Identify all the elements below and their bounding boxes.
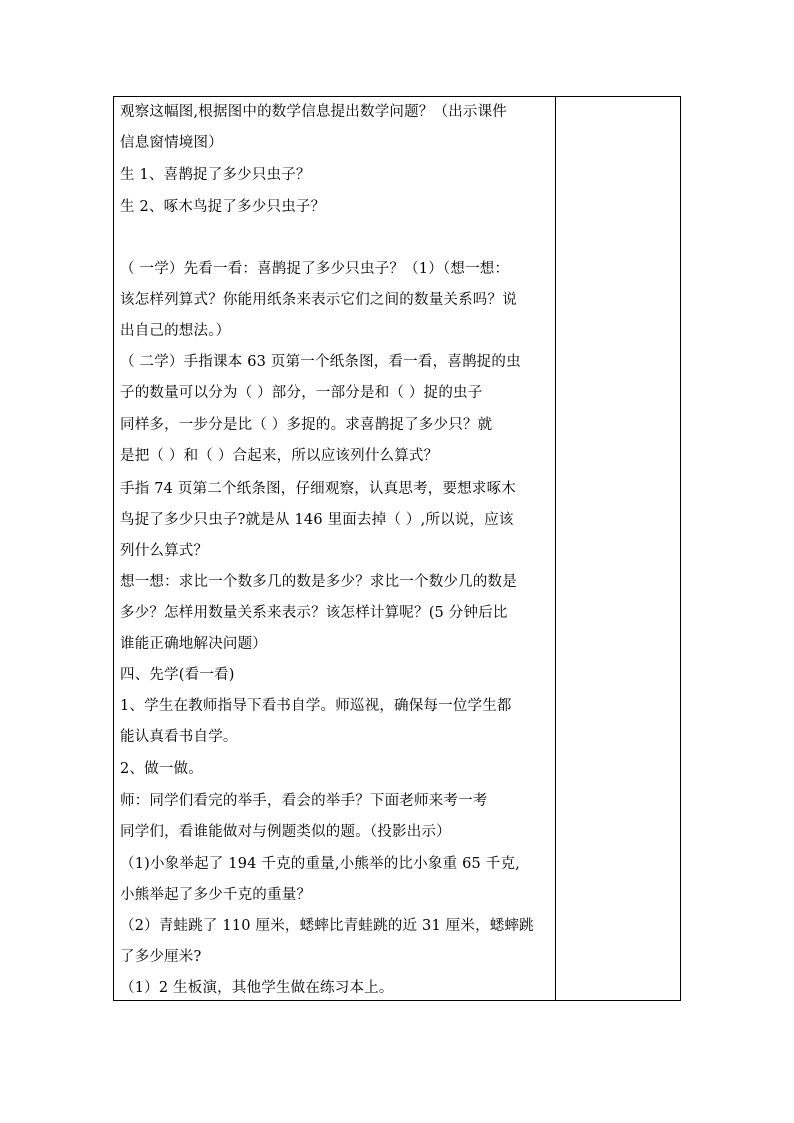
text-line: 鸟捉了多少只虫子?就是从 146 里面去掉（ ）,所以说，应该 xyxy=(120,512,514,528)
text-line: 想一想：求比一个数多几的数是多少？求比一个数少几的数是 xyxy=(120,574,517,590)
lesson-plan-table xyxy=(113,96,681,1001)
text-line: 出自己的想法。） xyxy=(120,323,231,339)
text-line: 观察这幅图,根据图中的数学信息提出数学问题？（出示课件 xyxy=(120,104,508,120)
text-line: （1）2 生板演，其他学生做在练习本上。 xyxy=(120,980,394,996)
text-line: 师：同学们看完的举手，看会的举手？下面老师来考一考 xyxy=(120,793,488,809)
text-line: （ 二学）手指课本 63 页第一个纸条图，看一看，喜鹊捉的虫 xyxy=(120,354,521,370)
text-line: 生 1、喜鹊捉了多少只虫子？ xyxy=(120,167,311,183)
text-line: （ 一学）先看一看：喜鹊捉了多少只虫子？（1）（想一想： xyxy=(120,261,510,277)
text-line: （2）青蛙跳了 110 厘米，蟋蟀比青蛙跳的近 31 厘米，蟋蟀跳 xyxy=(120,918,534,934)
text-line: 生 2、啄木鸟捉了多少只虫子？ xyxy=(120,199,326,215)
notes-cell xyxy=(556,97,682,1000)
text-line: 同样多，一步分是比（ ）多捉的。求喜鹊捉了多少只？就 xyxy=(120,417,493,433)
lesson-content-cell xyxy=(114,97,556,1000)
text-line: 1、学生在教师指导下看书自学。师巡视，确保每一位学生都 xyxy=(120,698,512,714)
section-heading: 四、先学(看一看) xyxy=(120,667,235,683)
text-line: 了多少厘米? xyxy=(120,949,202,965)
text-line: 能认真看书自学。 xyxy=(120,729,238,745)
text-line: 手指 74 页第二个纸条图，仔细观察，认真思考，要想求啄木 xyxy=(120,481,516,497)
text-line: 信息窗情境图） xyxy=(120,135,223,151)
text-line: 是把（ ）和（ ）合起来，所以应该列什么算式？ xyxy=(120,448,439,464)
text-line: （1)小象举起了 194 千克的重量,小熊举的比小象重 65 千克, xyxy=(120,856,520,872)
text-line: 同学们，看谁能做对与例题类似的题。（投影出示） xyxy=(120,824,451,840)
text-line: 谁能正确地解决问题） xyxy=(120,636,267,652)
text-line: 子的数量可以分为（ ）部分，一部分是和（ ）捉的虫子 xyxy=(120,385,483,401)
text-line: 该怎样列算式？你能用纸条来表示它们之间的数量关系吗？说 xyxy=(120,292,517,308)
text-line: 2、做一做。 xyxy=(120,761,203,777)
text-line: 小熊举起了多少千克的重量？ xyxy=(120,887,312,903)
text-line: 多少？怎样用数量关系来表示？该怎样计算呢？(5 分钟后比 xyxy=(120,605,508,621)
text-line: 列什么算式？ xyxy=(120,543,209,559)
